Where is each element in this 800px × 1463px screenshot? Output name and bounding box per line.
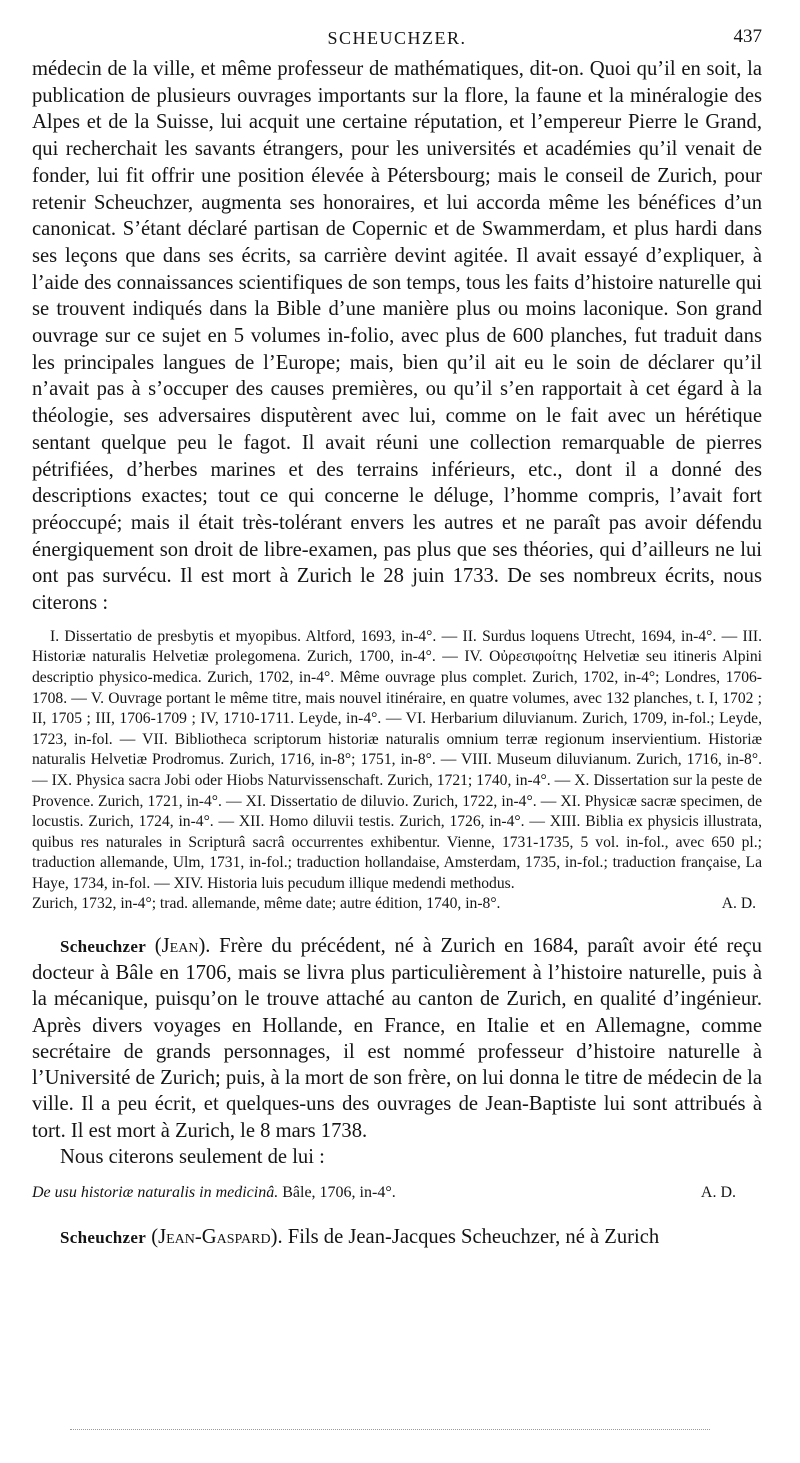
main-text — [32, 56, 762, 617]
entry-jean-gaspard-name: (Jean-Gaspard). — [151, 1225, 283, 1248]
page-number: 437 — [733, 26, 762, 47]
entry-jean-name: (Jean). — [154, 935, 211, 958]
entry-jean-signature: A. D. — [700, 1183, 736, 1201]
page-header — [32, 0, 762, 56]
entry-jean-ref-title: De usu historiæ naturalis in medicinâ. — [32, 1183, 279, 1201]
bibliography-text: I. Dissertatio de presbytis et myopibus. Altford, 1693, in-4°. — II. Surdus loquens Utrecht, 1694, in-4°. — III. Historiæ naturalis Helvetiæ prolegomena. Zurich, 1700, in-4°. — IV. Οὐρεσιφοίτης Helvetiæ seu itineris Alpini descriptio physico-medica. Zurich, 1702, in-4°. Même ouvrage plus complet. Zurich, 1702, in-4°; Londres, 1706-1708. — V. Ouvrage portant le même titre, mais nouvel itinéraire, en quatre volumes, avec 132 planches, t. I, 1702 ; II, 1705 ; III, 1706-1709 ; IV, 1710-1711. Leyde, in-4°. — VI. Herbarium diluvianum. Zurich, 1709, in-fol.; Leyde, 1723, in-fol. — VII. Bibliotheca scriptorum historiæ naturalis omnium terræ regionum inservientium. Historiæ naturalis Helvetiæ Prodromus. Zurich, 1716, in-8°; 1751, in-8°. — VIII. Museum diluvianum. Zurich, 1716, in-8°. — IX. Physica sacra Jobi oder Hiobs Naturvissenschaft. Zurich, 1721; 1740, in-4°. — X. Dissertation sur la peste de Provence. Zurich, 1721, in-4°. — XI. Dissertatio de diluvio. Zurich, 1722, in-4°. — XI. Physicæ sacræ specimen, de locustis. Zurich, 1724, in-4°. — XII. Homo diluvii testis. Zurich, 1726, in-4°. — XIII. Biblia ex physicis illustrata, quibus res naturales in Scripturâ sacrâ occurrentes exhibentur. Vienne, 1731-1735, 5 vol. in-fol., avec 650 pl.; traduction allemande, Ulm, 1731, in-fol.; traduction hollandaise, Amsterdam, 1735, in-fol.; traduction française, La Haye, 1734, in-fol. — XIV. Historia luis pecudum illique medendi methodus. — [32, 627, 762, 892]
entry-jean-cite-intro: Nous citerons seulement de lui : — [60, 1145, 325, 1168]
running-title: SCHEUCHZER. — [327, 28, 467, 48]
entry-jean-text: Frère du précédent, né à Zurich en 1684, paraît avoir été reçu docteur à Bâle en 1706, mais se livra plus particulièrement à l’histoire naturelle, puis à la mécanique, puisqu’on le trouve attaché au canton de Zurich, en qualité d’ingénieur. Après divers voyages en Hollande, en France, en Italie et en Allemagne, comme secrétaire de grands personnages, il est nommé professeur d’histoire naturelle à l’Université de Zurich; puis, à la mort de son frère, on lui donna le titre de médecin de la ville. Il a peu écrit, et quelques-uns des ouvrages de Jean-Baptiste lui sont attribués à tort. Il est mort à Zurich, le 8 mars 1738. — [32, 935, 762, 1142]
bibliography — [32, 627, 762, 915]
entry-jean-headword: Scheuchzer — [60, 937, 147, 957]
entry-jean-reference — [32, 1184, 762, 1202]
entry-jean — [32, 933, 762, 1202]
main-paragraph: médecin de la ville, et même professeur de mathématiques, dit-on. Quoi qu’il en soit, la publication de plusieurs ouvrages importants sur la flore, la faune et la minéralogie des Alpes et de la Suisse, lui acquit une certaine réputation, et l’empereur Pierre le Grand, qui recherchait les savants étrangers, pour les universités et académies qu’il venait de fonder, lui fit offrir une position élevée à Pétersbourg; mais le conseil de Zurich, pour retenir Scheuchzer, augmenta ses honoraires, et lui accorda même les bénéfices d’un canonicat. S’étant déclaré partisan de Copernic et de Swammerdam, et plus hardi dans ses leçons que dans ses écrits, sa carrière devint agitée. Il avait essayé d’expliquer, à l’aide des connaissances scientifiques de son temps, tous les faits d’histoire naturelle qui se trouvent indiqués dans la Bible d’une manière plus ou moins laconique. Son grand ouvrage sur ce sujet en 5 volumes in-folio, avec plus de 600 planches, fut traduit dans les principales langues de l’Europe; mais, bien qu’il ait eu le soin de déclarer qu’il n’avait pas à s’occuper des causes premières, ou qu’il s’en rapportait à cet égard à la théologie, ses adversaires disputèrent avec lui, comme on le fait avec un hérétique sentant quelque peu le fagot. Il avait réuni une collection remarquable de pierres pétrifiées, d’herbes marines et des terrains inférieurs, etc., dont il a donné des descriptions exactes; tout ce qui concerne le déluge, l’homme compris, l’avait fort préoccupé; mais il était très-tolérant envers les autres et ne paraît pas avoir défendu énergiquement son droit de libre-examen, pas plus que ses théories, qui d’ailleurs ne lui ont pas survécu. Il est mort à Zurich le 28 juin 1733. De ses nombreux écrits, nous citerons : — [32, 58, 762, 615]
entry-jean-gaspard — [32, 1224, 762, 1251]
bibliography-last-line — [32, 894, 762, 915]
entry-jean-ref-place: Bâle, 1706, in-4°. — [282, 1183, 396, 1201]
bibliography-last-text: Zurich, 1732, in-4°; trad. allemande, même date; autre édition, 1740, in-8°. — [32, 895, 501, 913]
entry-jean-paragraph — [32, 933, 762, 1144]
bibliography-signature: A. D. — [721, 895, 756, 913]
entry-jean-gaspard-text: Fils de Jean-Jacques Scheuchzer, né à Zurich — [287, 1225, 660, 1248]
entry-jean-gaspard-headword: Scheuchzer — [60, 1227, 147, 1247]
entry-jean-reference-text — [32, 1184, 396, 1202]
scan-artifact-line — [70, 1429, 710, 1432]
